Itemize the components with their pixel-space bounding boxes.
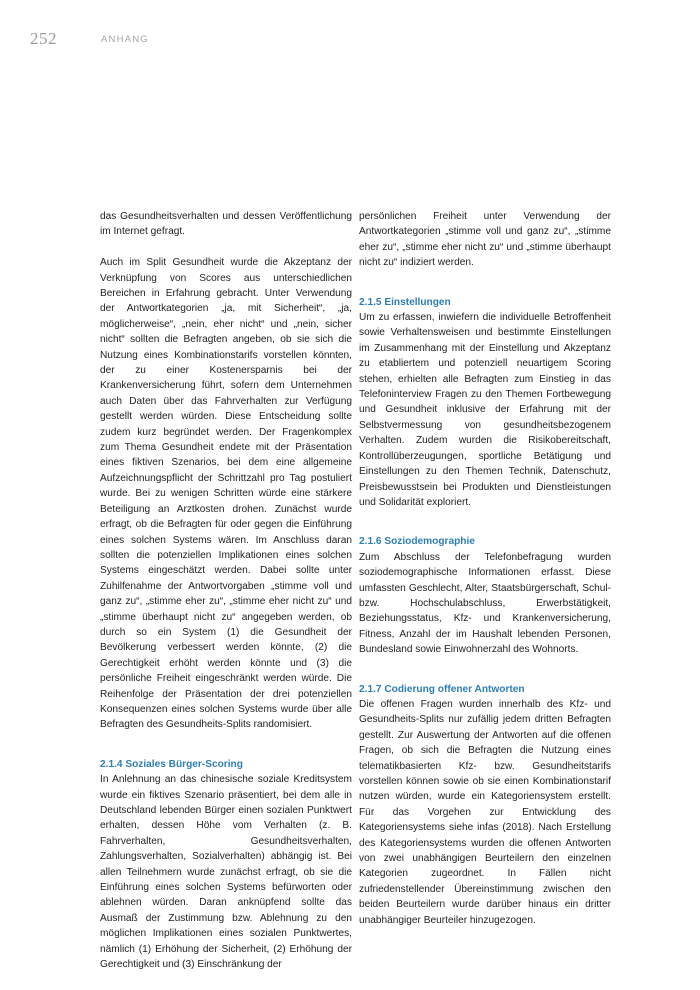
section-heading: 2.1.7 Codierung offener Antworten bbox=[359, 683, 525, 695]
running-head: ANHANG bbox=[101, 34, 149, 45]
section-heading: 2.1.5 Einstellungen bbox=[359, 296, 451, 308]
paragraph: das Gesundheitsverhalten und dessen Veröffentlichung im Internet gefragt. bbox=[100, 211, 352, 238]
paragraph: Um zu erfassen, inwiefern die individuelle Betroffenheit sowie Verhaltensweisen und bestimmte Einstellungen im Zusammenhang mit der Einstellung und Akzeptanz zu etabliertem und potenziell neuartigem Scoring stehen, erhielten alle Befragten zum Einstieg in das Telefoninterview Fragen zu den Themen Fortbewegung und Gesundheit inklusive der Erfahrung mit der Selbstvermessung von gesundheitsbezogenem Verhalten. Zudem wurden die Risikobereitschaft, Kontrollüberzeugungen, sportliche Betätigung und Einstellungen zu den Themen Technik, Datenschutz, Preisbewusstsein bei Produkten und Dienstleistungen und Solidarität exploriert. bbox=[359, 312, 611, 508]
paragraph: persönlichen Freiheit unter Verwendung der Antwortkategorien „stimme voll und ganz zu“, „stimme eher zu“, „stimme eher nicht zu“ und „stimme überhaupt nicht zu“ indiziert werden. bbox=[359, 211, 611, 269]
section-heading: 2.1.6 Soziodemographie bbox=[359, 536, 475, 548]
page-number: 252 bbox=[30, 29, 57, 48]
paragraph: Die offenen Fragen wurden innerhalb des Kfz- und Gesundheits-Splits nur zufällig jedem dritten Befragten gestellt. Zur Auswertung der Antworten auf die offenen Fragen, ob sich die Befragten die Nutzung eines telematikbasierten Kfz- bzw. Gesundheitstarifs vorstellen können sowie ob sie einen Kombinationstarif nutzen würden, wurde ein Kategoriensystem erstellt. Für das Vorgehen zur Entwicklung des Kategoriensystems siehe infas (2018). Nach Erstellung des Kategoriensystems wurden die offenen Antworten von zwei unabhängigen Beurteilern den einzelnen Kategorien zugeordnet. In Fällen nicht zufriedenstellender Übereinstimmung zwischen den beiden Beurteilern wurde darüber hinaus ein dritter unabhängiger Beurteiler hinzugezogen. bbox=[359, 698, 611, 926]
right-column bbox=[359, 209, 611, 928]
left-column bbox=[100, 209, 352, 972]
paragraph: Zum Abschluss der Telefonbefragung wurden soziodemographische Informationen erfasst. Diese umfassten Geschlecht, Alter, Staatsbürgerschaft, Schul- bzw. Hochschulabschluss, Erwerbstätigkeit, Beziehungsstatus, Kfz- und Krankenversicherung, Fitness, Anzahl der im Haushalt lebenden Personen, Bundesland sowie Einwohnerzahl des Wohnorts. bbox=[359, 551, 611, 656]
section-heading: 2.1.4 Soziales Bürger-Scoring bbox=[100, 758, 243, 770]
paragraph: Auch im Split Gesundheit wurde die Akzeptanz der Verknüpfung von Scores aus unterschiedlichen Bereichen in Erfahrung gebracht. Unter Verwendung der Antwortkategorien „ja, mit Sicherheit“, „ja, möglicherweise“, „nein, eher nicht“ und „nein, sicher nicht“ sollten die Befragten angeben, ob sie sich die Nutzung eines Kombinationstarifs vorstellen könnten, der zu einer Kostenersparnis bei der Krankenversicherung führt, sofern dem Unternehmen auch Daten über das Fahrverhalten zur Verfügung gestellt werden würden. Diese Entscheidung sollte zudem kurz begründet werden. Der Fragenkomplex zum Thema Gesundheit endete mit der Präsentation eines fiktiven Szenarios, bei dem eine allgemeine Aufzeichnungspflicht der Schrittzahl pro Tag postuliert wurde. Bei zu wenigen Schritten würde eine stärkere Beteiligung an Arztkosten drohen. Zunächst wurde erfragt, ob die Befragten für oder gegen die Einführung eines solchen Systems wären. Im Anschluss daran sollten die potenziellen Implikationen eines solchen Systems eingeschätzt werden. Dabei sollte unter Zuhilfenahme der Antwortvorgaben „stimme voll und ganz zu“, „stimme eher zu“, „stimme eher nicht zu“ und „stimme überhaupt nicht zu“ angegeben werden, ob durch so ein System (1) die Gesundheit der Bevölkerung verbessert werden könnte, (2) die Gerechtigkeit erhöht werden könnte und (3) die persönliche Freiheit eingeschränkt werden würde. Die Reihenfolge der Präsentation der drei potenziellen Konsequenzen eines solchen Systems wurde über alle Befragten des Gesundheits-Splits randomisiert. bbox=[100, 257, 352, 731]
paragraph: In Anlehnung an das chinesische soziale Kreditsystem wurde ein fiktives Szenario präsentiert, bei dem alle in Deutschland lebenden Bürger einen sozialen Punktwert erhalten, dessen Höhe vom Verhalten (z. B. Fahrverhalten, Gesundheitsverhalten, Zahlungsverhalten, Sozialverhalten) abhängig ist. Bei allen Teilnehmern wurde zunächst erfragt, ob sie die Einführung eines solchen Systems befürworten oder ablehnen würden. Daran anknüpfend sollte das Ausmaß der Zustimmung bzw. Ablehnung zu den möglichen Implikationen eines sozialen Punktwertes, nämlich (1) Erhöhung der Sicherheit, (2) Erhöhung der Gerechtigkeit und (3) Einschränkung der bbox=[100, 774, 352, 971]
